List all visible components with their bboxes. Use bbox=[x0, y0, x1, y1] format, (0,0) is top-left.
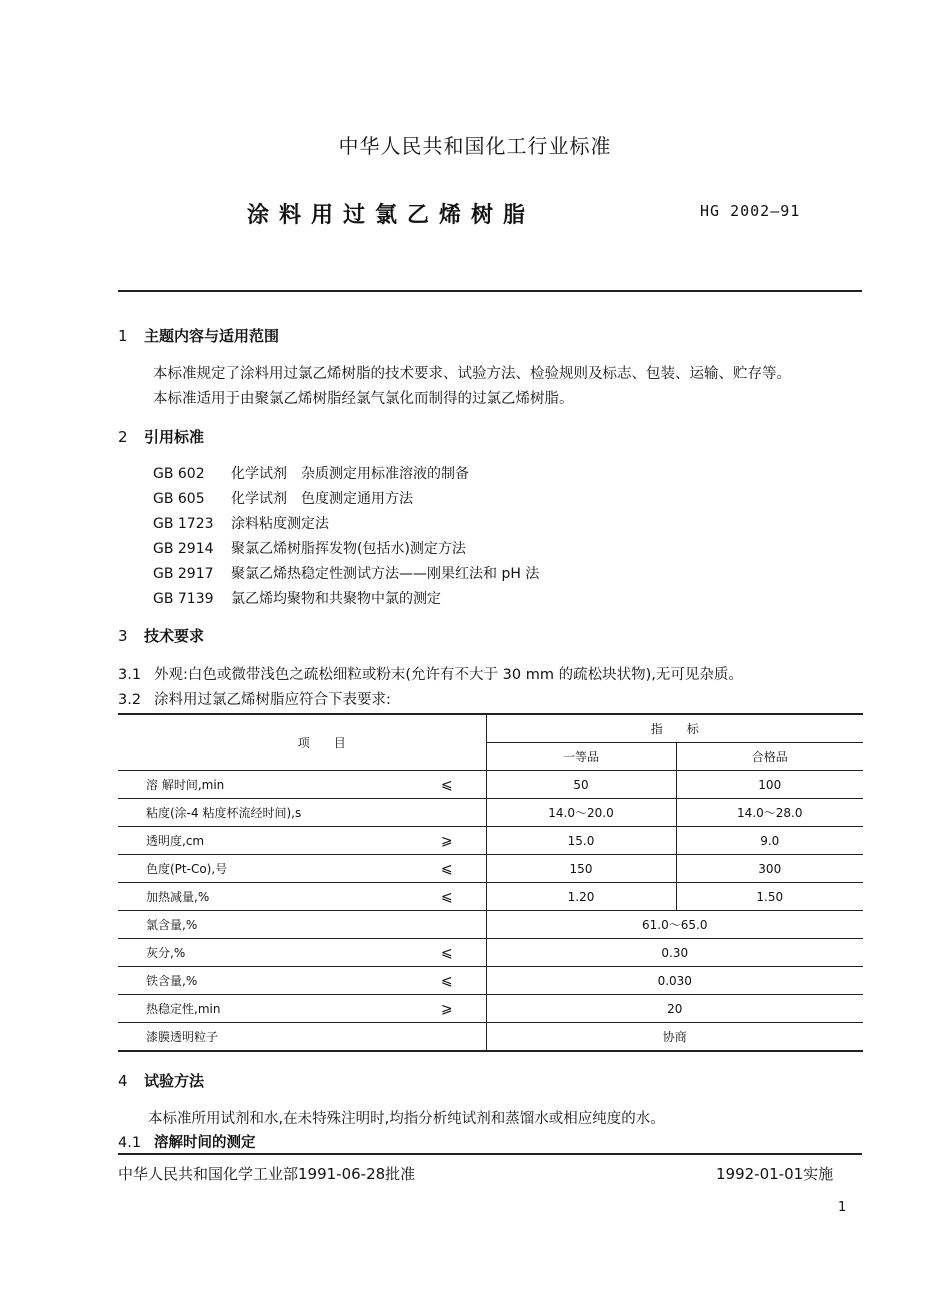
reference-item bbox=[153, 513, 329, 533]
clause-3-2 bbox=[118, 688, 391, 709]
section-title: 技术要求 bbox=[144, 627, 205, 645]
reference-title: 聚氯乙烯热稳定性测试方法——刚果红法和 pH 法 bbox=[231, 566, 540, 582]
cell-first-grade: 50 bbox=[486, 771, 676, 799]
column-header-qualified: 合格品 bbox=[676, 743, 863, 771]
table-row bbox=[118, 1023, 863, 1052]
reference-code: GB 605 bbox=[153, 491, 205, 507]
section-title: 引用标准 bbox=[144, 428, 205, 446]
cell-item: 色度(Pt-Co),号 bbox=[118, 855, 408, 883]
reference-code: GB 2917 bbox=[153, 566, 214, 582]
cell-symbol: ⩾ bbox=[408, 827, 486, 855]
cell-first-grade: 150 bbox=[486, 855, 676, 883]
cell-item: 加热减量,% bbox=[118, 883, 408, 911]
section-title: 主题内容与适用范围 bbox=[144, 327, 280, 345]
reference-code: GB 7139 bbox=[153, 591, 214, 607]
table-header-row bbox=[118, 714, 863, 743]
section-4-heading bbox=[118, 1070, 204, 1091]
org-title: 中华人民共和国化工行业标准 bbox=[338, 134, 612, 158]
clause-3-1 bbox=[118, 663, 743, 684]
section-1-heading bbox=[118, 325, 279, 346]
reference-item bbox=[153, 563, 539, 583]
cell-merged-value: 20 bbox=[486, 995, 863, 1023]
section-4-paragraph: 本标准所用试剂和水,在未特殊注明时,均指分析纯试剂和蒸馏水或相应纯度的水。 bbox=[148, 1111, 665, 1127]
reference-item bbox=[153, 463, 469, 483]
section-number: 4 bbox=[118, 1072, 128, 1090]
clause-text: 涂料用过氯乙烯树脂应符合下表要求: bbox=[154, 692, 391, 708]
cell-symbol bbox=[408, 911, 486, 939]
cell-symbol bbox=[408, 1023, 486, 1052]
effective-date: 1992-01-01实施 bbox=[716, 1165, 834, 1183]
reference-item bbox=[153, 588, 441, 608]
reference-code: GB 602 bbox=[153, 466, 205, 482]
document-title: 涂料用过氯乙烯树脂 bbox=[247, 203, 536, 228]
clause-text: 外观:白色或微带浅色之疏松细粒或粉末(允许有不大于 30 mm 的疏松块状物),无可见杂质。 bbox=[154, 667, 743, 683]
cell-item: 透明度,cm bbox=[118, 827, 408, 855]
cell-symbol: ⩽ bbox=[408, 967, 486, 995]
cell-merged-value: 协商 bbox=[486, 1023, 863, 1052]
cell-qualified: 9.0 bbox=[676, 827, 863, 855]
cell-first-grade: 14.0～20.0 bbox=[486, 799, 676, 827]
reference-code: GB 2914 bbox=[153, 541, 214, 557]
header-rule bbox=[118, 290, 862, 292]
table-row bbox=[118, 883, 863, 911]
section-number: 3 bbox=[118, 627, 128, 645]
reference-item bbox=[153, 538, 466, 558]
cell-symbol: ⩽ bbox=[408, 855, 486, 883]
section-title: 试验方法 bbox=[144, 1072, 205, 1090]
cell-merged-value: 0.030 bbox=[486, 967, 863, 995]
cell-symbol: ⩾ bbox=[408, 995, 486, 1023]
cell-symbol bbox=[408, 799, 486, 827]
clause-text: 溶解时间的测定 bbox=[154, 1135, 256, 1151]
cell-merged-value: 61.0～65.0 bbox=[486, 911, 863, 939]
cell-item: 热稳定性,min bbox=[118, 995, 408, 1023]
cell-first-grade: 15.0 bbox=[486, 827, 676, 855]
cell-qualified: 14.0～28.0 bbox=[676, 799, 863, 827]
column-header-first-grade: 一等品 bbox=[486, 743, 676, 771]
cell-item: 漆膜透明粒子 bbox=[118, 1023, 408, 1052]
approval-note: 中华人民共和国化学工业部1991-06-28批准 bbox=[118, 1165, 416, 1183]
requirements-table bbox=[118, 713, 863, 1052]
cell-item: 灰分,% bbox=[118, 939, 408, 967]
reference-title: 氯乙烯均聚物和共聚物中氯的测定 bbox=[231, 591, 441, 607]
reference-title: 化学试剂 杂质测定用标准溶液的制备 bbox=[231, 466, 469, 482]
cell-item: 粘度(涂-4 粘度杯流经时间),s bbox=[118, 799, 408, 827]
cell-first-grade: 1.20 bbox=[486, 883, 676, 911]
column-header-index: 指 标 bbox=[486, 714, 863, 743]
cell-qualified: 1.50 bbox=[676, 883, 863, 911]
reference-title: 聚氯乙烯树脂挥发物(包括水)测定方法 bbox=[231, 541, 466, 557]
clause-number: 4.1 bbox=[118, 1135, 142, 1151]
clause-number: 3.2 bbox=[118, 692, 142, 708]
page-number: 1 bbox=[838, 1200, 847, 1215]
cell-item: 氯含量,% bbox=[118, 911, 408, 939]
table-row bbox=[118, 827, 863, 855]
clause-4-1 bbox=[118, 1131, 256, 1152]
section-1-paragraph-2: 本标准适用于由聚氯乙烯树脂经氯气氯化而制得的过氯乙烯树脂。 bbox=[153, 391, 574, 407]
cell-item: 溶 解时间,min bbox=[118, 771, 408, 799]
table-row bbox=[118, 799, 863, 827]
cell-symbol: ⩽ bbox=[408, 939, 486, 967]
table-row bbox=[118, 939, 863, 967]
clause-number: 3.1 bbox=[118, 667, 142, 683]
section-number: 1 bbox=[118, 327, 128, 345]
reference-code: GB 1723 bbox=[153, 516, 214, 532]
table-row bbox=[118, 967, 863, 995]
table-row bbox=[118, 911, 863, 939]
cell-symbol: ⩽ bbox=[408, 883, 486, 911]
section-3-heading bbox=[118, 625, 204, 646]
cell-item: 铁含量,% bbox=[118, 967, 408, 995]
section-1-paragraph-1: 本标准规定了涂料用过氯乙烯树脂的技术要求、试验方法、检验规则及标志、包装、运输、贮存等。 bbox=[153, 366, 791, 382]
cell-symbol: ⩽ bbox=[408, 771, 486, 799]
column-header-item: 项 目 bbox=[118, 714, 486, 771]
footer-rule bbox=[118, 1153, 862, 1155]
cell-merged-value: 0.30 bbox=[486, 939, 863, 967]
table-row bbox=[118, 995, 863, 1023]
section-2-heading bbox=[118, 426, 204, 447]
section-number: 2 bbox=[118, 428, 128, 446]
table-row bbox=[118, 855, 863, 883]
reference-item bbox=[153, 488, 413, 508]
cell-qualified: 300 bbox=[676, 855, 863, 883]
cell-qualified: 100 bbox=[676, 771, 863, 799]
document-code: HG 2002—91 bbox=[700, 202, 801, 220]
table-row bbox=[118, 771, 863, 799]
reference-title: 化学试剂 色度测定通用方法 bbox=[231, 491, 413, 507]
reference-title: 涂料粘度测定法 bbox=[231, 516, 329, 532]
